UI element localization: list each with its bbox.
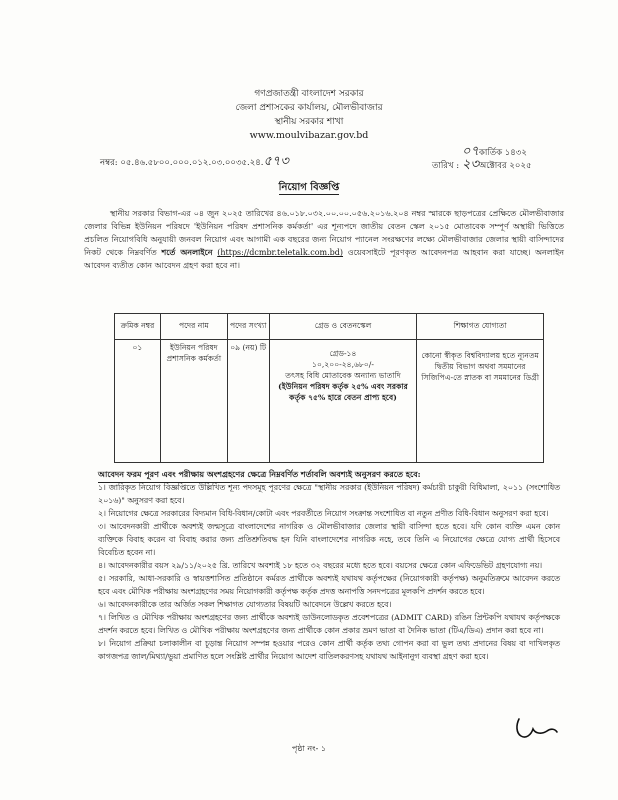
table-header-row [115, 314, 544, 340]
intro-online-condition: শর্তে অনলাইনে [161, 247, 213, 257]
cell-post: ইউনিয়ন পরিষদ প্রশাসনিক কর্মকর্তা [160, 340, 227, 463]
rule-item: ৪। আবেদনকারীর বয়স ২৯/১১/২০২৫ খ্রি. তারিখে অবশ্যই ১৮ হতে ৩২ বছরের মধ্যে হতে হবে। বয়সের ক্ষেত্রে কোন এফিডেভিট গ্রহণযোগ্য নয়। [98, 561, 543, 570]
branch-name: স্থানীয় সরকার শাখা [274, 117, 344, 127]
intro-paragraph [84, 207, 564, 272]
application-url-link[interactable]: (https://dcmbr.teletalk.com.bd) [217, 248, 344, 257]
intro-part2: ওয়েবসাইটে পূরণকৃত আবেদনপত্র আহবান করা যাচ্ছে। অনলাইন আবেদন ব্যতীত কোন আবেদন গ্রহণ করা হবে না। [84, 248, 565, 270]
english-day-handwritten: ২৩ [462, 157, 479, 172]
pay-scale: ১০,২০০-২৪,৬৮০/- [312, 360, 374, 369]
notice-title: নিয়োগ বিজ্ঞপ্তি [278, 182, 340, 193]
issue-date [432, 146, 531, 172]
cell-count: ০৯ (নয়) টি [227, 340, 269, 463]
intro-part1: স্থানীয় সরকার বিভাগ-এর ০৪ জুন ২০২৫ তারিখের ৪৬.০১৮.০৩২.০০.০০.০৫৬.২০১৬.২০৪ নম্বর স্মারকে ছাড়পত্রের প্রেক্ষিতে মৌলভীবাজার জেলার বিভিন্ন ইউনিয়ন পরিষদে 'ইউনিয়ন পরিষদ প্রশাসনিক কর্মকর্তা' এর শূন্যপদে জাতীয় বেতন স্কেল ২০১৫ মোতাবেক সম্পূর্ণ অস্থায়ী ভিত্তিতে প্রচলিত নিয়োগবিধি অনুযায়ী জনবল নিয়োগ এবং আগামী এক বছরের জন্য নিয়োগ প্যানেল সংরক্ষণের লক্ষ্যে মৌলভীবাজার জেলার স্থায়ী বাসিন্দাদের নিকট থেকে নিম্নবর্ণিত [84, 209, 564, 257]
office-name: জেলা প্রশাসকের কার্যালয়, মৌলভীবাজার [235, 103, 383, 113]
english-month-year: অক্টোবর ২০২৫ [478, 161, 532, 171]
memo-number [100, 152, 289, 173]
header-grade: গ্রেড ও বেতনস্কেল [269, 314, 417, 340]
rule-item: ১। জারিকৃত নিয়োগ বিজ্ঞপ্তিতে উল্লিখিত শূন্য পদসমূহ পূরণের ক্ষেত্রে "স্থানীয় সরকার (ইউনিয়ন পরিষদ) কর্মচারী চাকুরী বিধিমালা, ২০১১ (সংশোধিত ২০১৬)" অনুসরণ করা হবে। [98, 483, 560, 505]
cell-serial: ০১ [115, 340, 161, 463]
cell-grade [269, 340, 417, 463]
vacancy-table [114, 313, 544, 463]
header-count: পদের সংখ্যা [227, 314, 269, 340]
bangla-month-year: কার্তিক ১৪৩২ [478, 148, 527, 158]
rule-item: ৭। লিখিত ও মৌখিক পরীক্ষায় অংশগ্রহণের জন্য প্রার্থীকে অবশ্যই ডাউনলোডকৃত প্রবেশপত্রের (ADMIT CARD) রঙিন প্রিন্টকপি যথাযথ কর্তৃপক্ষকে প্রদর্শন করতে হবে। লিখিত ও মৌখিক পরীক্ষায় অংশগ্রহণের জন্য প্রার্থীকে কোন প্রকার ভ্রমণ ভাতা বা দৈনিক ভাতা (টিএ/ডিএ) প্রদান করা হবে না। [98, 613, 560, 635]
allowance-note: তৎসহ বিধি মোতাবেক অন্যান্য ভাতাদি [285, 371, 401, 380]
rules-list [98, 481, 560, 663]
header-post: পদের নাম [160, 314, 227, 340]
date-label: তারিখ : [432, 161, 460, 171]
rule-item: ৮। নিয়োগ প্রক্রিয়া চলাকালীন বা চূড়ান্ত নিয়োগ সম্পন্ন হওয়ার পরেও কোন প্রার্থী কর্তৃক তথ্য গোপন করা বা ভুল তথ্য প্রদানের বিষয় বা দাখিলকৃত কাগজপত্র জাল/মিথ্যা/ভুয়া প্রমাণিত হলে সংশ্লিষ্ট প্রার্থীর নিয়োগ আদেশ বাতিলকরণসহ যথাযথ আইনানুগ ব্যবস্থা গ্রহণ করা হবে। [98, 639, 560, 661]
rule-item: ৬। আবেদনকারীকে তার অর্জিত সকল শিক্ষাগত যোগ্যতার বিষয়টি আবেদনে উল্লেখ করতে হবে। [98, 600, 392, 609]
govt-name: গণপ্রজাতন্ত্রী বাংলাদেশ সরকার [254, 89, 364, 99]
rules-heading: আবেদন ফরম পূরণ এবং পরীক্ষায় অংশগ্রহণের ক্ষেত্রে নিম্নবর্ণিত শর্তাবলি অবশ্যই অনুসরণ করতে হবে: [98, 469, 421, 483]
salary-share-note: (ইউনিয়ন পরিষদ কর্তৃক ২৫% এবং সরকার কর্তৃক ৭৫% হারে বেতন প্রাপ্য হবে) [278, 382, 408, 402]
header-serial: ক্রমিক নম্বর [115, 314, 161, 340]
memo-prefix: নম্বর: ০৫.৪৬.৫৮০০.০০০.০১২.০৩.০০৩৫.২৪. [100, 158, 264, 168]
header-qualification: শিক্ষাগত যোগ্যতা [417, 314, 544, 340]
cell-qualification: কোনো স্বীকৃত বিশ্ববিদ্যালয় হতে ন্যূনতম দ্বিতীয় বিভাগ অথবা সমমানের সিজিপিএ-তে স্নাতক বা সমমানের ডিগ্রী [417, 340, 544, 463]
rule-item: ৩। আবেদনকারী প্রার্থীকে অবশ্যই জন্মসূত্রে বাংলাদেশের নাগরিক ও মৌলভীবাজার জেলার স্থায়ী বাসিন্দা হতে হবে। যদি কোন ব্যক্তি এমন কোন ব্যক্তিকে বিবাহ করেন বা বিবাহ করার জন্য প্রতিশ্রুতিবদ্ধ হন যিনি বাংলাদেশের নাগরিক নহে, তবে তিনি এ নিয়োগের ক্ষেত্রে যোগ্য প্রার্থী হিসেবে বিবেচিত হবেন না। [98, 522, 560, 557]
website-link[interactable]: www.moulvibazar.gov.bd [249, 130, 369, 141]
grade-value: গ্রেড-১৪ [329, 349, 357, 358]
page-number: পৃষ্ঠা নং- ১ [291, 744, 327, 753]
rule-item: ৫। সরকারি, আধা-সরকারি ও স্বায়ত্তশাসিত প্রতিষ্ঠানে কর্মরত প্রার্থীকে অবশ্যই যথাযথ কর্তৃপক্ষের (নিয়োগকারী কর্তৃপক্ষ) অনুমতিক্রমে আবেদন করতে হবে এবং মৌখিক পরীক্ষায় অংশগ্রহণের সময় নিয়োগকারী কর্তৃপক্ষ কর্তৃক প্রদত্ত অনাপত্তি সনদপত্রের মূলকপি প্রদর্শন করতে হবে। [98, 574, 560, 596]
signature-mark [513, 715, 561, 741]
memo-handwritten-number: ৫৭৩ [263, 154, 289, 169]
bangla-day-handwritten: ০৭ [462, 144, 479, 159]
rule-item: ২। নিয়োগের ক্ষেত্রে সরকারের বিদ্যমান বিধি-বিধান/কোটা এবং পরবর্তীতে নিয়োগ সংক্রান্ত সংশোধিত বা নতুন প্রণীত বিধি-বিধান অনুসরণ করা হবে। [98, 509, 549, 518]
table-row [115, 340, 544, 463]
